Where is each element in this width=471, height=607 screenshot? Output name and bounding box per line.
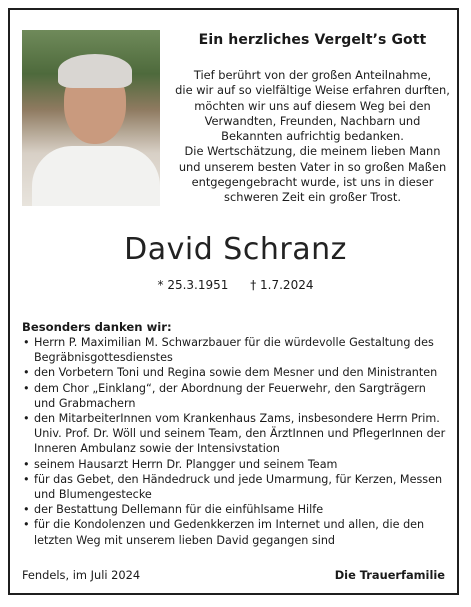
intro-line: schweren Zeit ein großer Trost. [224,190,401,205]
place-date: Fendels, im Juli 2024 [22,568,141,582]
list-item: • Herrn P. Maximilian M. Schwarzbauer für die würdevolle Gestaltung des Begräbnisgottesdienstes [22,335,450,365]
life-dates [10,278,461,292]
intro-line: die wir auf so vielfältige Weise erfahren durften, [175,83,450,98]
thanks-heading: Besonders danken wir: [22,320,172,334]
signature: Die Trauerfamilie [334,568,445,582]
list-item: • seinem Hausarzt Herrn Dr. Plangger und seinem Team [22,457,450,472]
intro-line: entgegengebracht wurde, ist uns in dieser [191,175,434,190]
intro-line: und unserem besten Vater in so großen Maßen [178,159,447,174]
death-date: † 1.7.2024 [250,278,314,292]
birth-date: * 25.3.1951 [157,278,229,292]
intro-line: möchten wir uns auf diesem Weg bei den [194,98,431,113]
list-item: • dem Chor „Einklang“, der Abordnung der Feuerwehr, den Sargträgern und Grabmachern [22,381,450,411]
intro-line: Tief berührt von der großen Anteilnahme, [193,68,432,82]
card-title: Ein herzliches Vergelt’s Gott [198,32,427,48]
intro-line: Bekannten aufrichtig bedanken. [221,129,404,144]
thanks-list [22,335,450,548]
photo-shirt [32,146,160,206]
list-item: • den Vorbetern Toni und Regina sowie dem Mesner und den Ministranten [22,365,450,380]
list-item: • der Bestattung Dellemann für die einfühlsame Hilfe [22,502,450,517]
intro-line: Verwandten, Freunden, Nachbarn und [204,113,421,128]
photo-hair [58,54,132,88]
deceased-name: David Schranz [124,232,347,267]
intro-line: Die Wertschätzung, die meinem lieben Mann [184,144,441,159]
portrait-photo [22,30,160,206]
list-item: • für die Kondolenzen und Gedenkkerzen im Internet und allen, die den letzten Weg mit unserem lieben David gegangen sind [22,517,450,547]
list-item: • für das Gebet, den Händedruck und jede Umarmung, für Kerzen, Messen und Blumengestecke [22,472,450,502]
obituary-card [8,8,459,595]
list-item: • den MitarbeiterInnen vom Krankenhaus Zams, insbesondere Herrn Prim. Univ. Prof. Dr. Wöll und seinem Team, den ÄrztInnen und PflegerInnen der Inneren Ambulanz sowie der Intensivstation [22,411,450,457]
intro-text [170,68,455,206]
